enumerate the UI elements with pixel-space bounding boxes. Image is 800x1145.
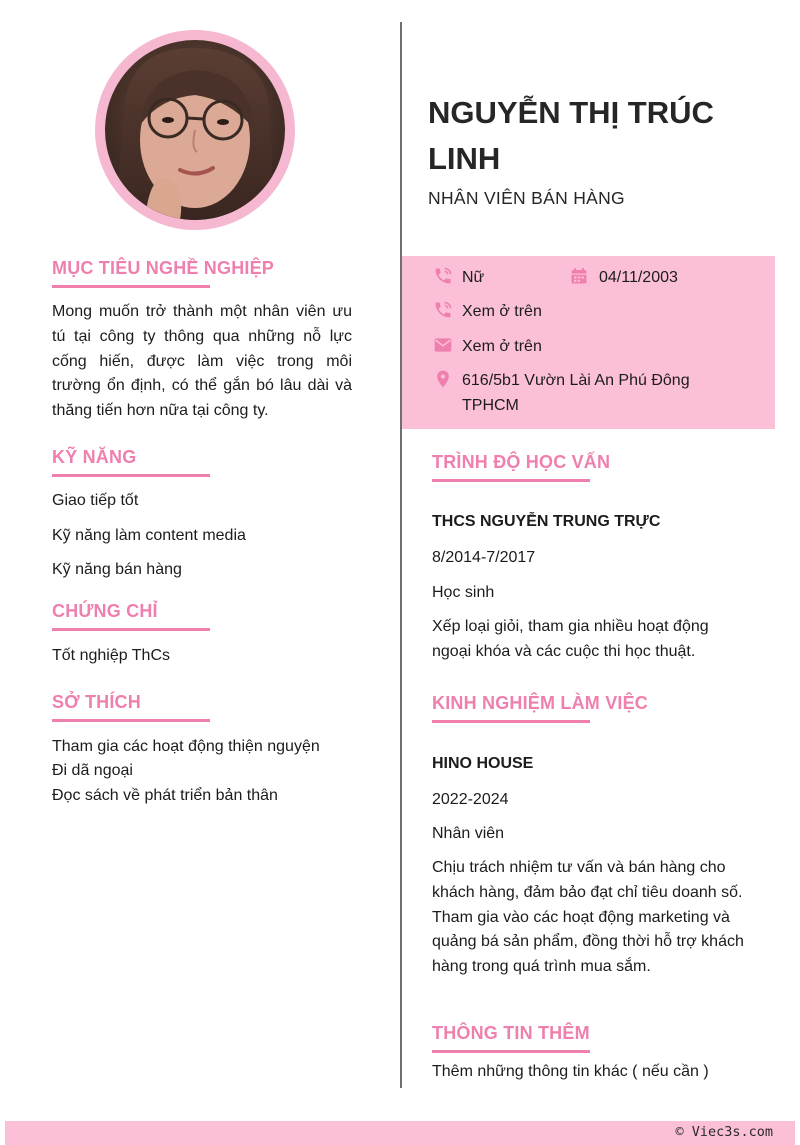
education-school: THCS NGUYỄN TRUNG TRỰC (432, 513, 661, 530)
education-position: Học sinh (432, 584, 495, 601)
avatar-photo-icon (105, 40, 285, 220)
candidate-name (428, 90, 768, 182)
skill-item: Kỹ năng bán hàng (52, 561, 182, 578)
hobbies-section (52, 692, 210, 722)
gender-value: Nữ (462, 269, 485, 286)
skills-underline (52, 474, 210, 477)
extra-title: THÔNG TIN THÊM (432, 1023, 590, 1043)
address-line-1: 616/5b1 Vườn Lài An Phú Đông (462, 372, 690, 389)
education-description: Xếp loại giỏi, tham gia nhiều hoạt động ngoại khóa và các cuộc thi học thuật. (432, 618, 709, 660)
experience-company: HINO HOUSE (432, 755, 534, 772)
experience-position: Nhân viên (432, 825, 505, 842)
hobby-item: Đi dã ngoại (52, 762, 133, 779)
hobbies-title: SỞ THÍCH (52, 692, 141, 712)
skills-section (52, 447, 210, 477)
calendar-icon (569, 266, 589, 286)
birthdate-value: 04/11/2003 (599, 269, 678, 286)
experience-title: KINH NGHIỆM LÀM VIỆC (432, 693, 649, 713)
address-value (462, 369, 762, 419)
objective-title: MỤC TIÊU NGHỀ NGHIỆP (52, 258, 275, 278)
name-line-2: LINH (428, 141, 501, 176)
footer-bar (5, 1121, 795, 1145)
experience-section (432, 693, 648, 723)
skill-item: Kỹ năng làm content media (52, 527, 246, 544)
name-line-1: NGUYỄN THỊ TRÚC (428, 95, 714, 130)
extra-section (432, 1023, 590, 1053)
certificates-section (52, 601, 210, 631)
phone-icon (433, 300, 453, 320)
experience-description: Chịu trách nhiệm tư vấn và bán hàng cho khách hàng, đảm bảo đạt chỉ tiêu doanh số. Tham gia vào các hoạt động marketing và quảng bá sản phẩm, đồng thời hỗ trợ khách hàng trong quá trình mua sắm. (432, 859, 744, 976)
phone-icon (433, 266, 453, 286)
skills-title: KỸ NĂNG (52, 447, 137, 467)
objective-text: Mong muốn trở thành một nhân viên ưu tú tại công ty thông qua những nỗ lực cống hiến, được làm việc trong môi trường ổn định, có thể gắn bó lâu dài và thăng tiến hơn nữa tại công ty. (52, 303, 352, 420)
certificate-item: Tốt nghiệp ThCs (52, 647, 170, 664)
mail-icon (433, 335, 453, 355)
footer-credit: © Viec3s.com (675, 1124, 773, 1140)
contact-box (402, 256, 775, 429)
location-pin-icon (433, 369, 453, 389)
hobbies-underline (52, 719, 210, 722)
email-value: Xem ở trên (462, 338, 542, 355)
education-period: 8/2014-7/2017 (432, 549, 536, 566)
job-title: NHÂN VIÊN BÁN HÀNG (428, 188, 625, 208)
education-section (432, 452, 610, 482)
phone-value: Xem ở trên (462, 303, 542, 320)
experience-period: 2022-2024 (432, 791, 509, 808)
extra-underline (432, 1050, 590, 1053)
certificates-underline (52, 628, 210, 631)
skill-item: Giao tiếp tốt (52, 492, 139, 509)
experience-underline (432, 720, 590, 723)
education-title: TRÌNH ĐỘ HỌC VẤN (432, 452, 611, 472)
address-line-2: TPHCM (462, 396, 519, 414)
certificates-title: CHỨNG CHỈ (52, 601, 158, 621)
hobby-item: Đọc sách về phát triển bản thân (52, 787, 278, 804)
objective-underline (52, 285, 210, 288)
hobby-item: Tham gia các hoạt động thiện nguyện (52, 738, 320, 755)
objective-section (52, 258, 274, 288)
education-underline (432, 479, 590, 482)
avatar (105, 40, 285, 220)
column-divider (400, 22, 402, 1088)
extra-text: Thêm những thông tin khác ( nếu cần ) (432, 1063, 709, 1080)
